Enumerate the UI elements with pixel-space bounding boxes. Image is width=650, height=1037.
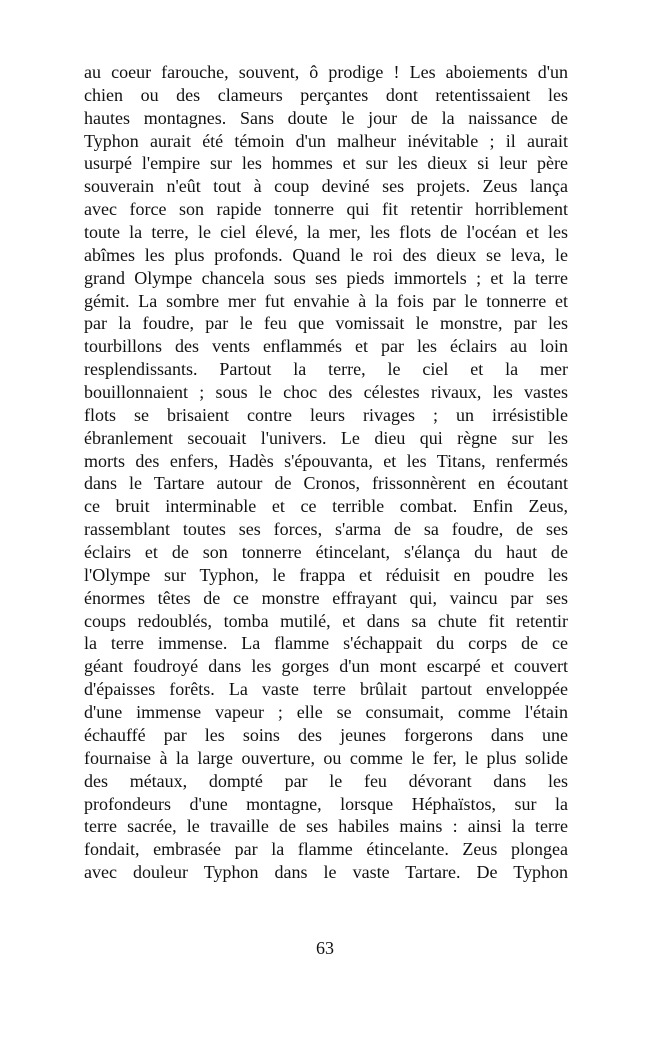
text-line: énormes têtes de ce monstre effrayant qui, vaincu par ses xyxy=(84,587,568,608)
text-line: rassemblant toutes ses forces, s'arma de sa foudre, de ses xyxy=(84,519,568,540)
text-line: ce bruit interminable et ce terrible combat. Enfin Zeus, xyxy=(84,496,568,517)
text-line: resplendissants. Partout la terre, le ciel et la mer xyxy=(84,359,568,380)
text-line: fondait, embrasée par la flamme étincelante. Zeus plongea xyxy=(84,839,568,860)
text-line: toute la terre, le ciel élevé, la mer, les flots de l'océan et les xyxy=(84,222,568,243)
text-line: géant foudroyé dans les gorges d'un mont escarpé et couvert xyxy=(84,656,568,677)
text-line: ébranlement secouait l'univers. Le dieu qui règne sur les xyxy=(84,427,568,448)
text-line: hautes montagnes. Sans doute le jour de la naissance de xyxy=(84,107,568,128)
text-line: coups redoublés, tomba mutilé, et dans sa chute fit retentir xyxy=(84,610,568,631)
text-line: morts des enfers, Hadès s'épouvanta, et les Titans, renfermés xyxy=(84,450,568,471)
text-line: Typhon aurait été témoin d'un malheur inévitable ; il aurait xyxy=(84,130,568,151)
text-line: avec douleur Typhon dans le vaste Tartare. De Typhon xyxy=(84,862,568,883)
text-line: avec force son rapide tonnerre qui fit retentir horriblement xyxy=(84,199,568,220)
text-line: éclairs et de son tonnerre étincelant, s'élança du haut de xyxy=(84,542,568,563)
page-number: 63 xyxy=(316,938,334,958)
text-line: usurpé l'empire sur les hommes et sur les dieux si leur père xyxy=(84,153,568,174)
text-line: gémit. La sombre mer fut envahie à la fois par le tonnerre et xyxy=(84,290,568,311)
text-line: échauffé par les soins des jeunes forgerons dans une xyxy=(84,724,568,745)
text-line: tourbillons des vents enflammés et par les éclairs au loin xyxy=(84,336,568,357)
text-line: fournaise à la large ouverture, ou comme le fer, le plus solide xyxy=(84,747,568,768)
text-line: des métaux, dompté par le feu dévorant dans les xyxy=(84,770,568,791)
text-line: abîmes les plus profonds. Quand le roi des dieux se leva, le xyxy=(84,244,568,265)
text-line: d'épaisses forêts. La vaste terre brûlait partout enveloppée xyxy=(84,679,568,700)
body-text xyxy=(84,61,568,884)
text-line: l'Olympe sur Typhon, le frappa et réduisit en poudre les xyxy=(84,564,568,585)
text-line: par la foudre, par le feu que vomissait le monstre, par les xyxy=(84,313,568,334)
text-line: la terre immense. La flamme s'échappait du corps de ce xyxy=(84,633,568,654)
text-line: d'une immense vapeur ; elle se consumait, comme l'étain xyxy=(84,702,568,723)
text-line: bouillonnaient ; sous le choc des célestes rivaux, les vastes xyxy=(84,382,568,403)
text-line: terre sacrée, le travaille de ses habiles mains : ainsi la terre xyxy=(84,816,568,837)
text-line: au coeur farouche, souvent, ô prodige ! Les aboiements d'un xyxy=(84,62,568,82)
text-line: souverain n'eût tout à coup deviné ses projets. Zeus lança xyxy=(84,176,568,197)
text-line: grand Olympe chancela sous ses pieds immortels ; et la terre xyxy=(84,267,568,288)
text-line: chien ou des clameurs perçantes dont retentissaient les xyxy=(84,84,568,105)
text-line: flots se brisaient contre leurs rivages ; un irrésistible xyxy=(84,404,568,425)
text-line: dans le Tartare autour de Cronos, frissonnèrent en écoutant xyxy=(84,473,568,494)
text-line: profondeurs d'une montagne, lorsque Héphaïstos, sur la xyxy=(84,793,568,814)
